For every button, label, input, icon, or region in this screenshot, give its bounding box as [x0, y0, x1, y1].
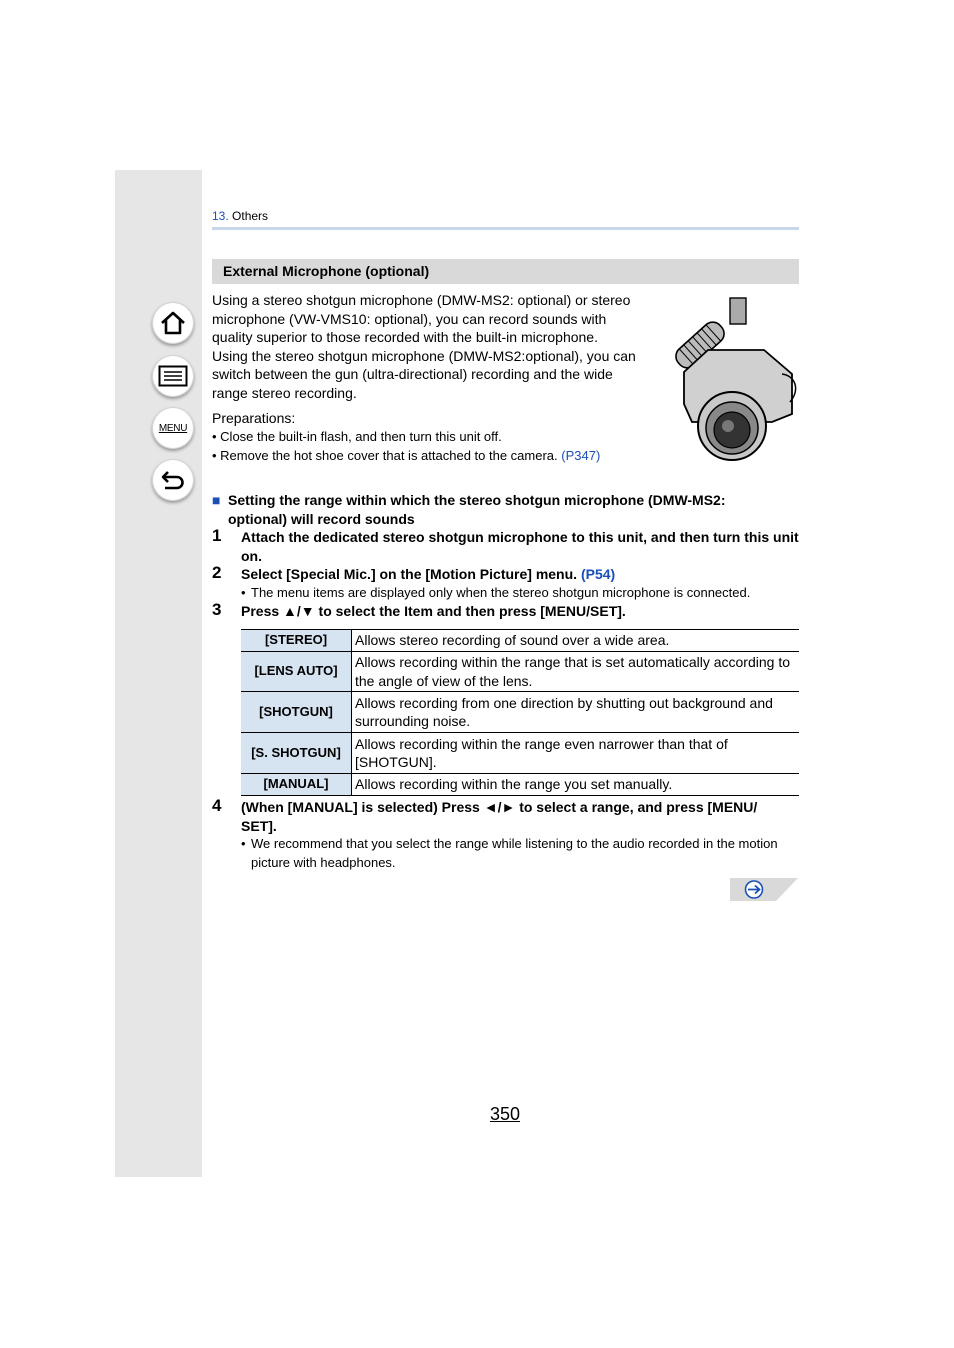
mode-description: Allows recording within the range even narrower than that of [SHOTGUN]. [352, 733, 800, 774]
step-number: 1 [212, 526, 222, 545]
step-note: • The menu items are displayed only when the stereo shotgun microphone is connected. [241, 583, 801, 602]
hot-shoe-cover-link[interactable]: (P347) [561, 448, 601, 463]
mode-key: [MANUAL] [241, 774, 352, 796]
page-number: 350 [490, 1104, 521, 1124]
preparations-title: Preparations: [212, 410, 296, 426]
intro-line: switch between the gun (ultra-directional) recording and the wide [212, 366, 613, 383]
back-button[interactable] [152, 459, 194, 501]
subheading-text: Setting the range within which the stereo shotgun microphone (DMW-MS2: optional) will record sounds [228, 492, 726, 527]
step-number: 2 [212, 563, 222, 582]
motion-picture-menu-link[interactable]: (P54) [580, 566, 616, 582]
step-text: (When [MANUAL] is selected) Press ◄/► to select a range, and press [MENU/ SET]. [241, 799, 758, 834]
mode-key: [LENS AUTO] [241, 652, 352, 692]
preparation-text: Close the built-in flash, and then turn this unit off. [220, 429, 502, 444]
preparation-item: • Remove the hot shoe cover that is attached to the camera. (P347) [212, 448, 601, 463]
camera-with-microphone-illustration [668, 294, 800, 464]
intro-line: quality superior to those recorded with the built-in microphone. [212, 329, 598, 346]
chapter-header [212, 209, 268, 223]
step-text: Press ▲/▼ to select the Item and then press [MENU/SET]. [241, 603, 626, 619]
mode-key: [S. SHOTGUN] [241, 733, 352, 774]
header-divider [212, 227, 799, 230]
subheading [212, 491, 772, 528]
table-row [241, 692, 799, 733]
intro-line: Using a stereo shotgun microphone (DMW-MS2: optional) or stereo [212, 292, 631, 308]
step-text-content: Select [Special Mic.] on the [Motion Picture] menu. [241, 566, 578, 582]
chapter-title: Others [232, 209, 269, 223]
intro-line: Using the stereo shotgun microphone (DMW-MS2:optional), you can [212, 347, 636, 364]
section-title: External Microphone (optional) [223, 263, 430, 279]
menu-icon: MENU [158, 422, 188, 434]
intro-line: range stereo recording. [212, 384, 357, 401]
chapter-number: 13. [212, 209, 229, 223]
table-row [241, 733, 799, 774]
preparation-item: • Close the built-in flash, and then turn this unit off. [212, 429, 502, 444]
table-row [241, 630, 799, 652]
mode-key: [SHOTGUN] [241, 692, 352, 733]
mode-description: Allows recording within the range that is set automatically according to the angle of view of the lens. [352, 652, 800, 692]
step-number: 4 [212, 796, 222, 815]
intro-paragraph [212, 291, 662, 403]
table-row [241, 774, 799, 796]
step-number: 3 [212, 600, 222, 619]
preparation-text: Remove the hot shoe cover that is attached to the camera. [220, 448, 558, 463]
back-icon [159, 468, 187, 492]
step-note: • We recommend that you select the range while listening to the audio recorded in the motion picture with headphones. [241, 834, 781, 872]
arrow-right-icon [746, 881, 763, 898]
menu-button[interactable] [152, 407, 194, 449]
step-text: Attach the dedicated stereo shotgun microphone to this unit, and then turn this unit on. [241, 529, 799, 564]
square-bullet-icon: ■ [212, 492, 221, 508]
step-note-text: The menu items are displayed only when the stereo shotgun microphone is connected. [251, 585, 751, 600]
step-text [241, 565, 801, 584]
mic-mode-table [241, 629, 799, 796]
mode-description: Allows recording within the range you set manually. [352, 774, 800, 796]
mode-key: [STEREO] [241, 630, 352, 652]
home-button[interactable] [152, 302, 194, 344]
next-page-button[interactable] [730, 878, 798, 901]
contents-button[interactable] [152, 355, 194, 397]
mode-description: Allows recording from one direction by shutting out background and surrounding noise. [352, 692, 800, 733]
home-icon [159, 310, 187, 336]
list-icon [158, 365, 188, 387]
mode-description: Allows stereo recording of sound over a wide area. [352, 630, 800, 652]
step-note-text: We recommend that you select the range while listening to the audio recorded in the motion picture with headphones. [251, 836, 778, 870]
table-row [241, 652, 799, 692]
intro-line: microphone (VW-VMS10: optional), you can record sounds with [212, 310, 607, 327]
section-title-bar [212, 259, 799, 284]
